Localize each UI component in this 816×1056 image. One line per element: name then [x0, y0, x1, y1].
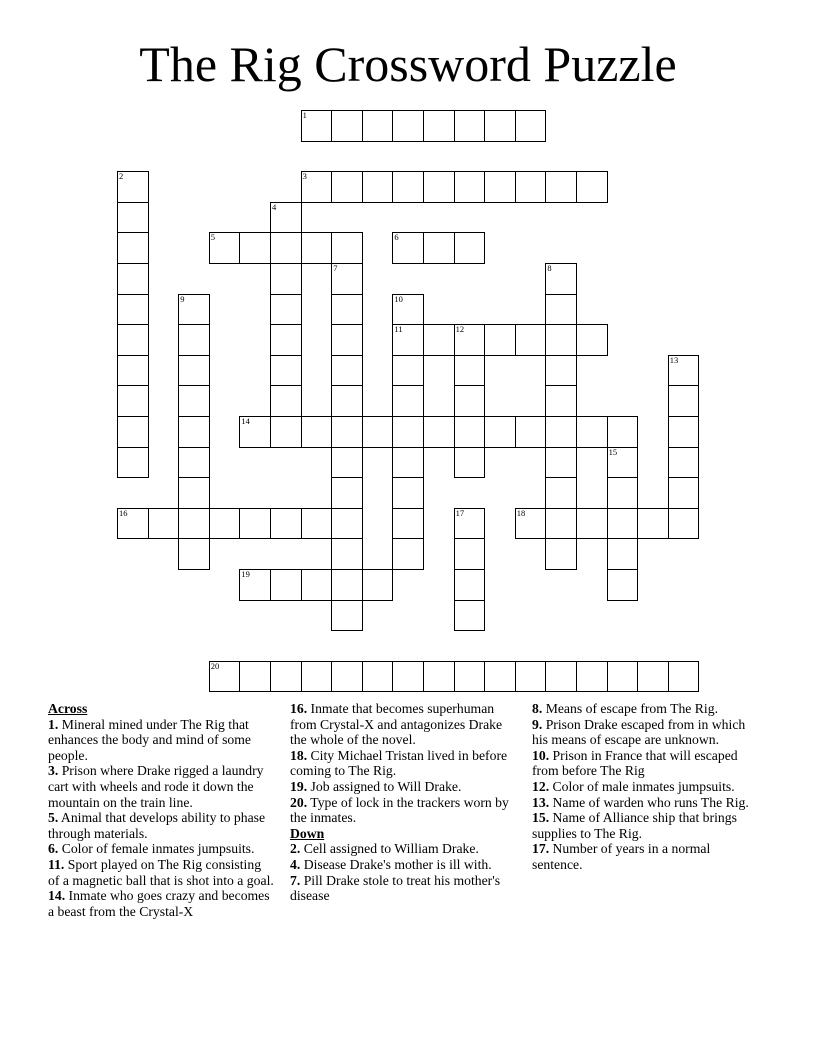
grid-cell[interactable] — [607, 416, 639, 448]
cell-number: 7 — [333, 263, 338, 273]
grid-cell[interactable] — [270, 661, 302, 693]
grid-cell[interactable] — [301, 110, 333, 142]
grid-cell[interactable] — [362, 110, 394, 142]
grid-cell[interactable] — [454, 385, 486, 417]
grid-cell[interactable] — [545, 294, 577, 326]
grid-cell[interactable] — [117, 385, 149, 417]
clue-item — [290, 701, 516, 748]
grid-cell[interactable] — [270, 385, 302, 417]
grid-cell[interactable] — [331, 447, 363, 479]
grid-cell[interactable] — [178, 294, 210, 326]
grid-cell[interactable] — [117, 355, 149, 387]
clue-text: Prison in France that will escaped from before The Rig — [532, 747, 738, 779]
clues-column-2 — [290, 701, 516, 904]
clue-number: 3. — [48, 763, 59, 779]
grid-cell[interactable] — [331, 538, 363, 570]
clue-item — [290, 857, 516, 873]
grid-cell[interactable] — [392, 232, 424, 264]
cell-number: 8 — [547, 263, 552, 273]
clue-number: 8. — [532, 701, 543, 716]
grid-cell[interactable] — [607, 508, 639, 540]
grid-cell[interactable] — [515, 110, 547, 142]
clue-item — [532, 810, 758, 841]
grid-cell[interactable] — [545, 477, 577, 509]
grid-cell[interactable] — [178, 324, 210, 356]
grid-cell[interactable] — [117, 263, 149, 295]
clue-item — [48, 841, 274, 857]
grid-cell[interactable] — [362, 171, 394, 203]
grid-cell[interactable] — [392, 447, 424, 479]
cell-number: 20 — [210, 660, 220, 671]
grid-cell[interactable] — [331, 569, 363, 601]
clue-text: Number of years in a normal sentence. — [532, 841, 711, 872]
grid-cell[interactable] — [209, 232, 241, 264]
grid-cell[interactable] — [239, 661, 271, 693]
clue-text: Inmate who goes crazy and becomes a beast from the Crystal-X — [48, 888, 270, 919]
grid-cell[interactable] — [301, 569, 333, 601]
clue-number: 13. — [532, 794, 550, 810]
clue-text: Type of lock in the trackers worn by the inmates. — [290, 794, 509, 826]
grid-cell[interactable] — [117, 508, 149, 540]
grid-cell[interactable] — [454, 538, 486, 570]
grid-cell[interactable] — [454, 232, 486, 264]
grid-cell[interactable] — [545, 171, 577, 203]
grid-cell[interactable] — [178, 477, 210, 509]
clue-text: Pill Drake stole to treat his mother's disease — [290, 872, 501, 904]
cell-number: 3 — [302, 171, 307, 182]
grid-cell[interactable] — [454, 171, 486, 203]
grid-cell[interactable] — [392, 416, 424, 448]
grid-cell[interactable] — [423, 324, 455, 356]
grid-cell[interactable] — [178, 508, 210, 540]
grid-cell[interactable] — [607, 447, 639, 479]
grid-cell[interactable] — [270, 232, 302, 264]
grid-cell[interactable] — [178, 385, 210, 417]
clue-text: Cell assigned to William Drake. — [300, 841, 479, 857]
clue-number: 7. — [290, 872, 301, 888]
cell-number: 9 — [180, 293, 185, 304]
grid-cell[interactable] — [484, 171, 516, 203]
grid-cell[interactable] — [301, 508, 333, 540]
clue-number: 11. — [48, 856, 65, 872]
grid-cell[interactable] — [545, 263, 577, 295]
grid-cell[interactable] — [607, 569, 639, 601]
grid-cell[interactable] — [362, 569, 394, 601]
grid-cell[interactable] — [668, 508, 700, 540]
grid-cell[interactable] — [576, 416, 608, 448]
grid-cell[interactable] — [301, 232, 333, 264]
grid-cell[interactable] — [392, 171, 424, 203]
clue-number: 6. — [48, 841, 59, 857]
clue-number: 1. — [48, 716, 59, 732]
clue-item — [532, 795, 758, 811]
clue-number: 12. — [532, 778, 550, 794]
cell-number: 15 — [608, 446, 618, 457]
cell-number: 19 — [241, 569, 250, 579]
grid-cell[interactable] — [515, 508, 547, 540]
grid-cell[interactable] — [331, 171, 363, 203]
cell-number: 13 — [669, 354, 679, 365]
clue-number: 9. — [532, 716, 543, 732]
grid-cell[interactable] — [362, 661, 394, 693]
cell-number: 4 — [272, 201, 277, 212]
clue-number: 20. — [290, 794, 308, 810]
grid-cell[interactable] — [148, 508, 180, 540]
grid-cell[interactable] — [301, 171, 333, 203]
grid-cell[interactable] — [117, 202, 149, 234]
grid-cell[interactable] — [270, 355, 302, 387]
grid-cell[interactable] — [637, 508, 669, 540]
clue-text: Job assigned to Will Drake. — [307, 778, 462, 794]
cell-number: 17 — [455, 507, 465, 518]
grid-cell[interactable] — [178, 538, 210, 570]
clue-item — [290, 873, 516, 904]
grid-cell[interactable] — [576, 508, 608, 540]
grid-cell[interactable] — [392, 294, 424, 326]
clue-number: 4. — [290, 856, 301, 872]
clue-number: 5. — [48, 810, 59, 826]
grid-cell[interactable] — [454, 600, 486, 632]
grid-cell[interactable] — [484, 324, 516, 356]
cell-number: 12 — [455, 324, 465, 335]
grid-cell[interactable] — [423, 171, 455, 203]
clue-item — [290, 841, 516, 857]
grid-cell[interactable] — [484, 110, 516, 142]
grid-cell[interactable] — [270, 416, 302, 448]
grid-cell[interactable] — [117, 171, 149, 203]
clue-text: Name of warden who runs The Rig. — [549, 794, 749, 810]
grid-cell[interactable] — [423, 110, 455, 142]
puzzle-title: The Rig Crossword Puzzle — [139, 36, 677, 92]
clue-item — [532, 779, 758, 795]
clue-number: 16. — [290, 701, 308, 716]
clues-column-1 — [48, 701, 274, 919]
clue-text: Sport played on The Rig consisting of a magnetic ball that is shot into a goal. — [48, 856, 274, 888]
clue-item — [48, 763, 274, 810]
grid-cell[interactable] — [331, 508, 363, 540]
clue-text: Name of Alliance ship that brings supplies to The Rig. — [532, 810, 737, 841]
cell-number: 5 — [210, 232, 216, 243]
grid-cell[interactable] — [270, 324, 302, 356]
grid-cell[interactable] — [392, 508, 424, 540]
clue-text: Animal that develops ability to phase through materials. — [48, 810, 266, 841]
grid-cell[interactable] — [454, 110, 486, 142]
grid-cell[interactable] — [668, 661, 700, 693]
clue-number: 14. — [48, 888, 66, 904]
cell-number: 2 — [119, 171, 124, 182]
grid-cell[interactable] — [392, 661, 424, 693]
clue-text: Disease Drake's mother is ill with. — [300, 856, 492, 872]
grid-cell[interactable] — [392, 538, 424, 570]
cell-number: 1 — [302, 110, 307, 120]
grid-cell[interactable] — [270, 294, 302, 326]
grid-cell[interactable] — [117, 324, 149, 356]
grid-cell[interactable] — [270, 202, 302, 234]
grid-cell[interactable] — [454, 416, 486, 448]
clue-text: Means of escape from The Rig. — [542, 701, 718, 716]
grid-cell[interactable] — [545, 355, 577, 387]
clue-item — [48, 857, 274, 888]
grid-cell[interactable] — [515, 416, 547, 448]
clue-number: 19. — [290, 778, 308, 794]
grid-cell[interactable] — [392, 110, 424, 142]
grid-cell[interactable] — [545, 416, 577, 448]
clue-item — [48, 717, 274, 764]
grid-cell[interactable] — [239, 569, 271, 601]
clue-text: City Michael Tristan lived in before coming to The Rig. — [290, 747, 508, 779]
grid-cell[interactable] — [515, 324, 547, 356]
grid-cell[interactable] — [668, 416, 700, 448]
clue-item — [532, 748, 758, 779]
grid-cell[interactable] — [301, 661, 333, 693]
grid-cell[interactable] — [209, 508, 241, 540]
cell-number: 11 — [394, 324, 403, 335]
grid-cell[interactable] — [576, 324, 608, 356]
cell-number: 10 — [394, 293, 403, 304]
grid-cell[interactable] — [178, 447, 210, 479]
clue-item — [48, 888, 274, 919]
grid-cell[interactable] — [392, 385, 424, 417]
grid-cell[interactable] — [117, 232, 149, 264]
clue-item — [532, 701, 758, 717]
grid-cell[interactable] — [178, 355, 210, 387]
grid-cell[interactable] — [576, 661, 608, 693]
grid-cell[interactable] — [270, 263, 302, 295]
grid-cell[interactable] — [117, 294, 149, 326]
clue-item — [48, 810, 274, 841]
grid-cell[interactable] — [423, 416, 455, 448]
grid-cell[interactable] — [117, 416, 149, 448]
clue-number: 17. — [532, 841, 550, 857]
clue-section-header: Across — [48, 701, 88, 716]
grid-cell[interactable] — [668, 385, 700, 417]
grid-cell[interactable] — [362, 416, 394, 448]
grid-cell[interactable] — [331, 477, 363, 509]
grid-cell[interactable] — [239, 416, 271, 448]
grid-cell[interactable] — [454, 447, 486, 479]
grid-cell[interactable] — [331, 232, 363, 264]
clue-item — [290, 748, 516, 779]
grid-cell[interactable] — [331, 110, 363, 142]
grid-cell[interactable] — [637, 661, 669, 693]
clue-item — [532, 841, 758, 872]
clue-section-header: Down — [290, 825, 325, 841]
grid-cell[interactable] — [545, 324, 577, 356]
clue-item — [532, 717, 758, 748]
clue-number: 2. — [290, 841, 301, 857]
grid-cell[interactable] — [331, 355, 363, 387]
grid-cell[interactable] — [545, 538, 577, 570]
grid-cell[interactable] — [668, 355, 700, 387]
grid-cell[interactable] — [392, 324, 424, 356]
grid-cell[interactable] — [515, 171, 547, 203]
grid-cell[interactable] — [545, 447, 577, 479]
grid-cell[interactable] — [454, 569, 486, 601]
clue-text: Inmate that becomes superhuman from Crystal-X and antagonizes Drake the whole of the novel. — [290, 701, 503, 748]
clue-number: 10. — [532, 747, 550, 763]
grid-cell[interactable] — [392, 355, 424, 387]
grid-cell[interactable] — [331, 294, 363, 326]
grid-cell[interactable] — [331, 416, 363, 448]
grid-cell[interactable] — [301, 416, 333, 448]
grid-cell[interactable] — [331, 600, 363, 632]
grid-cell[interactable] — [515, 661, 547, 693]
grid-cell[interactable] — [576, 171, 608, 203]
grid-cell[interactable] — [454, 508, 486, 540]
grid-cell[interactable] — [239, 508, 271, 540]
clue-text: Prison Drake escaped from in which his means of escape are unknown. — [532, 716, 746, 748]
cell-number: 18 — [516, 507, 526, 518]
grid-cell[interactable] — [423, 232, 455, 264]
grid-cell[interactable] — [545, 661, 577, 693]
grid-cell[interactable] — [607, 661, 639, 693]
cell-number: 6 — [394, 232, 399, 243]
grid-cell[interactable] — [178, 416, 210, 448]
grid-cell[interactable] — [454, 355, 486, 387]
grid-cell[interactable] — [454, 324, 486, 356]
clue-number: 15. — [532, 810, 550, 826]
grid-cell[interactable] — [668, 447, 700, 479]
cell-number: 16 — [119, 507, 128, 518]
grid-cell[interactable] — [331, 263, 363, 295]
grid-cell[interactable] — [331, 661, 363, 693]
clue-item — [290, 779, 516, 795]
grid-cell[interactable] — [209, 661, 241, 693]
grid-cell[interactable] — [545, 385, 577, 417]
grid-cell[interactable] — [270, 569, 302, 601]
clues-column-3 — [532, 701, 758, 873]
clue-text: Color of male inmates jumpsuits. — [549, 778, 735, 794]
grid-cell[interactable] — [607, 477, 639, 509]
grid-cell[interactable] — [331, 385, 363, 417]
clue-text: Prison where Drake rigged a laundry cart with wheels and rode it down the mountain on the train line. — [48, 763, 264, 810]
grid-cell[interactable] — [331, 324, 363, 356]
grid-cell[interactable] — [484, 661, 516, 693]
grid-cell[interactable] — [484, 416, 516, 448]
clue-text: Color of female inmates jumpsuits. — [58, 841, 255, 857]
clue-number: 18. — [290, 747, 308, 763]
cell-number: 14 — [241, 416, 250, 426]
grid-cell[interactable] — [239, 232, 271, 264]
grid-cell[interactable] — [607, 538, 639, 570]
grid-cell[interactable] — [423, 661, 455, 693]
grid-cell[interactable] — [454, 661, 486, 693]
clue-text: Mineral mined under The Rig that enhances the body and mind of some people. — [48, 716, 251, 763]
grid-cell[interactable] — [668, 477, 700, 509]
clue-item — [290, 795, 516, 826]
grid-cell[interactable] — [117, 447, 149, 479]
grid-cell[interactable] — [545, 508, 577, 540]
grid-cell[interactable] — [392, 477, 424, 509]
grid-cell[interactable] — [270, 508, 302, 540]
